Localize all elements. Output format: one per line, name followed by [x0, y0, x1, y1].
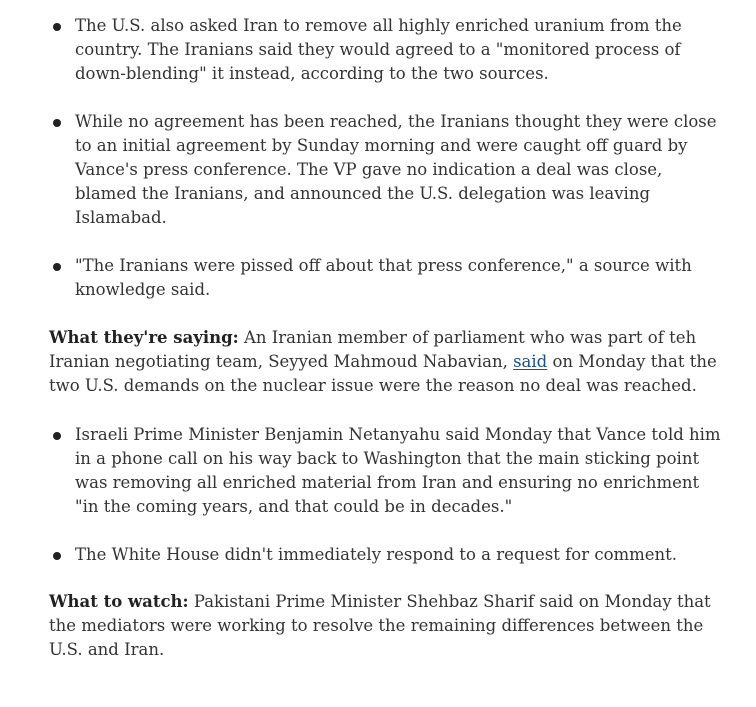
said-link[interactable]: said [513, 352, 548, 371]
bullet-text: Israeli Prime Minister Benjamin Netanyahu said Monday that Vance told him in a phone call on his way back to Washington that the main sticking point was removing all enriched material from Iran and ensuring no enrichment "in the coming years, and that could be in decades." [75, 425, 721, 516]
list-item [49, 254, 726, 302]
list-item [49, 110, 726, 230]
list-item [49, 543, 726, 567]
bullet-text: While no agreement has been reached, the Iranians thought they were close to an initial agreement by Sunday morning and were caught off guard by Vance's press conference. The VP gave no indication a deal was close, blamed the Iranians, and announced the U.S. delegation was leaving Islamabad. [75, 112, 717, 227]
bullet-dot-icon [53, 23, 61, 31]
bullet-text: The White House didn't immediately respond to a request for comment. [75, 545, 678, 564]
paragraph-text: An Iranian member of parliament who was part of teh Iranian negotiating team, Seyyed Mahmoud Nabavian, [49, 328, 697, 371]
bullet-dot-icon [53, 119, 61, 127]
what-theyre-saying-label: What they're saying: [49, 328, 239, 347]
list-item [49, 423, 726, 519]
what-to-watch-label: What to watch: [49, 592, 189, 611]
bullet-dot-icon [53, 432, 61, 440]
bullet-dot-icon [53, 263, 61, 271]
bullet-text: "The Iranians were pissed off about that press conference," a source with knowledge said. [75, 256, 692, 299]
bullet-list-second [49, 423, 726, 567]
what-to-watch-paragraph [49, 590, 726, 662]
list-item [49, 14, 726, 86]
bullet-list-first [49, 14, 726, 302]
bullet-text: The U.S. also asked Iran to remove all highly enriched uranium from the country. The Iranians said they would agreed to a "monitored process of down-blending" it instead, according to the two sources. [75, 16, 682, 83]
paragraph-text: Pakistani Prime Minister Shehbaz Sharif said on Monday that the mediators were working to resolve the remaining differences between the U.S. and Iran. [49, 592, 711, 659]
paragraph-text: on Monday that the two U.S. demands on the nuclear issue were the reason no deal was reached. [49, 352, 717, 395]
bullet-dot-icon [53, 552, 61, 560]
what-theyre-saying-paragraph [49, 326, 726, 398]
